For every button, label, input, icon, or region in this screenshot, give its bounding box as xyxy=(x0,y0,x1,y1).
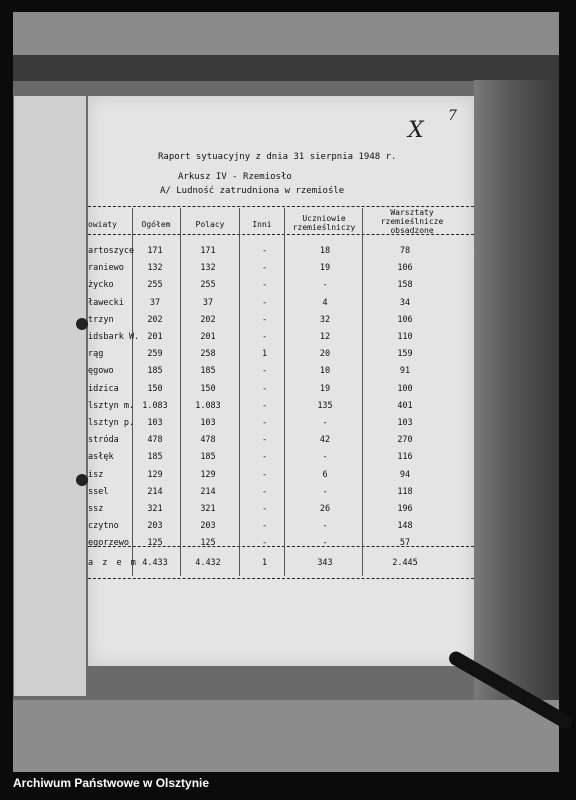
row-ogolem: 1.083 xyxy=(142,400,168,411)
row-polacy: 150 xyxy=(200,383,216,394)
column-header: Polacy xyxy=(195,220,225,229)
row-uczniowie: - xyxy=(322,538,328,549)
row-uczniowie: - xyxy=(322,280,328,291)
column-divider xyxy=(362,208,363,576)
row-uczniowie: 18 xyxy=(319,246,331,256)
row-polacy: 185 xyxy=(200,452,216,463)
binder-hole xyxy=(76,318,88,330)
row-uczniowie: - xyxy=(322,452,328,463)
column-divider xyxy=(239,208,240,576)
row-polacy: 202 xyxy=(200,314,216,325)
row-polacy: 171 xyxy=(200,246,216,256)
scan-bottom-band xyxy=(13,700,559,772)
row-district: ławecki xyxy=(88,297,124,308)
row-uczniowie: 20 xyxy=(319,349,331,360)
row-inni: - xyxy=(261,366,268,377)
archive-caption: Archiwum Państwowe w Olsztynie xyxy=(13,776,210,790)
row-polacy: 1.083 xyxy=(195,400,221,411)
row-warsztaty: 118 xyxy=(397,486,413,497)
binder-hole xyxy=(76,474,88,486)
binder-strip xyxy=(13,55,559,81)
row-inni: - xyxy=(261,280,268,291)
row-district: życko xyxy=(88,280,114,291)
row-polacy: 201 xyxy=(200,332,216,342)
row-inni: - xyxy=(261,314,268,325)
left-page-edge xyxy=(14,96,86,696)
row-uczniowie: 12 xyxy=(319,332,331,342)
row-uczniowie: 135 xyxy=(317,400,333,411)
row-uczniowie: 42 xyxy=(319,435,331,446)
row-inni: - xyxy=(261,504,268,514)
document-title: Raport sytuacyjny z dnia 31 sierpnia 1948 r. xyxy=(158,152,397,162)
row-ogolem: 132 xyxy=(147,263,163,274)
total-inni: 1 xyxy=(261,558,268,568)
row-warsztaty: 91 xyxy=(399,366,411,377)
row-district: ssz xyxy=(88,504,104,514)
row-district: isz xyxy=(88,469,104,480)
section-label: A/ Ludność zatrudniona w rzemiośle xyxy=(160,186,345,196)
row-inni: - xyxy=(261,383,268,394)
row-polacy: 321 xyxy=(200,504,216,514)
row-inni: - xyxy=(261,486,268,497)
row-district: ęgowo xyxy=(88,366,114,377)
column-header: Inni xyxy=(252,220,272,229)
row-ogolem: 125 xyxy=(147,538,163,549)
row-ogolem: 202 xyxy=(147,314,163,325)
row-ogolem: 203 xyxy=(147,521,163,532)
row-ogolem: 201 xyxy=(147,332,163,342)
row-uczniowie: 10 xyxy=(319,366,331,377)
column-header: Warsztaty rzemieślnicze obsadzone xyxy=(380,208,444,235)
row-district: rąg xyxy=(88,349,104,360)
row-warsztaty: 196 xyxy=(397,504,413,514)
row-warsztaty: 57 xyxy=(399,538,411,549)
row-polacy: 214 xyxy=(200,486,216,497)
row-warsztaty: 106 xyxy=(397,314,413,325)
row-inni: - xyxy=(261,538,268,549)
row-uczniowie: 26 xyxy=(319,504,331,514)
row-district: ęgorzewo xyxy=(88,538,129,549)
total-polacy: 4.432 xyxy=(195,558,221,568)
row-warsztaty: 100 xyxy=(397,383,413,394)
row-ogolem: 37 xyxy=(149,297,161,308)
row-polacy: 478 xyxy=(200,435,216,446)
row-ogolem: 321 xyxy=(147,504,163,514)
column-divider xyxy=(180,208,181,576)
row-inni: - xyxy=(261,469,268,480)
row-warsztaty: 148 xyxy=(397,521,413,532)
row-polacy: 103 xyxy=(200,418,216,428)
row-uczniowie: 4 xyxy=(322,297,328,308)
row-inni: - xyxy=(261,263,268,274)
row-uczniowie: - xyxy=(322,486,328,497)
row-inni: - xyxy=(261,332,268,342)
total-label: a z e m xyxy=(88,558,138,568)
row-district: czytno xyxy=(88,521,119,532)
total-uczniowie: 343 xyxy=(317,558,333,568)
row-polacy: 203 xyxy=(200,521,216,532)
row-warsztaty: 116 xyxy=(397,452,413,463)
row-ogolem: 129 xyxy=(147,469,163,480)
row-uczniowie: - xyxy=(322,521,328,532)
row-district: artoszyce xyxy=(88,246,135,256)
row-warsztaty: 78 xyxy=(399,246,411,256)
row-uczniowie: 32 xyxy=(319,314,331,325)
row-warsztaty: 401 xyxy=(397,400,413,411)
row-inni: - xyxy=(261,435,268,446)
row-warsztaty: 159 xyxy=(397,349,413,360)
corner-mark: X xyxy=(408,118,424,143)
row-ogolem: 103 xyxy=(147,418,163,428)
row-district: ssel xyxy=(88,486,109,497)
row-district: asłęk xyxy=(88,452,114,463)
row-ogolem: 214 xyxy=(147,486,163,497)
row-ogolem: 185 xyxy=(147,366,163,377)
row-uczniowie: - xyxy=(322,418,328,428)
row-polacy: 258 xyxy=(200,349,216,360)
row-warsztaty: 106 xyxy=(397,263,413,274)
row-district: idzica xyxy=(88,383,119,394)
row-polacy: 125 xyxy=(200,538,216,549)
row-inni: 1 xyxy=(261,349,268,360)
right-shadow xyxy=(474,80,559,720)
table-rule xyxy=(88,578,474,579)
column-header: owiaty xyxy=(88,220,117,229)
row-warsztaty: 94 xyxy=(399,469,411,480)
row-warsztaty: 103 xyxy=(397,418,413,428)
row-ogolem: 171 xyxy=(147,246,163,256)
row-inni: - xyxy=(261,297,268,308)
column-header: Ogółem xyxy=(141,220,171,229)
row-district: raniewo xyxy=(88,263,124,274)
row-ogolem: 255 xyxy=(147,280,163,291)
row-polacy: 132 xyxy=(200,263,216,274)
row-inni: - xyxy=(261,521,268,532)
row-ogolem: 185 xyxy=(147,452,163,463)
row-district: stróda xyxy=(88,435,119,446)
row-polacy: 129 xyxy=(200,469,216,480)
row-uczniowie: 6 xyxy=(322,469,328,480)
row-uczniowie: 19 xyxy=(319,383,331,394)
row-inni: - xyxy=(261,246,268,256)
row-warsztaty: 158 xyxy=(397,280,413,291)
total-warsztaty: 2.445 xyxy=(392,558,418,568)
total-ogolem: 4.433 xyxy=(142,558,168,568)
page-number: 7 xyxy=(448,108,457,124)
row-inni: - xyxy=(261,418,268,428)
row-district: idsbark W. xyxy=(88,332,140,342)
row-uczniowie: 19 xyxy=(319,263,331,274)
column-header: Uczniowie rzemieślniczy xyxy=(292,214,356,232)
row-polacy: 185 xyxy=(200,366,216,377)
column-divider xyxy=(284,208,285,576)
row-polacy: 255 xyxy=(200,280,216,291)
sheet-label: Arkusz IV - Rzemiosło xyxy=(178,172,292,182)
row-district: lsztyn p. xyxy=(88,418,135,428)
scan-top-band xyxy=(13,12,559,57)
row-ogolem: 478 xyxy=(147,435,163,446)
row-polacy: 37 xyxy=(202,297,214,308)
row-inni: - xyxy=(261,452,268,463)
row-warsztaty: 34 xyxy=(399,297,411,308)
table-rule xyxy=(88,206,474,207)
row-district: trzyn xyxy=(88,314,114,325)
row-district: lsztyn m. xyxy=(88,400,135,411)
row-ogolem: 259 xyxy=(147,349,163,360)
row-warsztaty: 270 xyxy=(397,435,413,446)
row-ogolem: 150 xyxy=(147,383,163,394)
row-inni: - xyxy=(261,400,268,411)
row-warsztaty: 110 xyxy=(397,332,413,342)
